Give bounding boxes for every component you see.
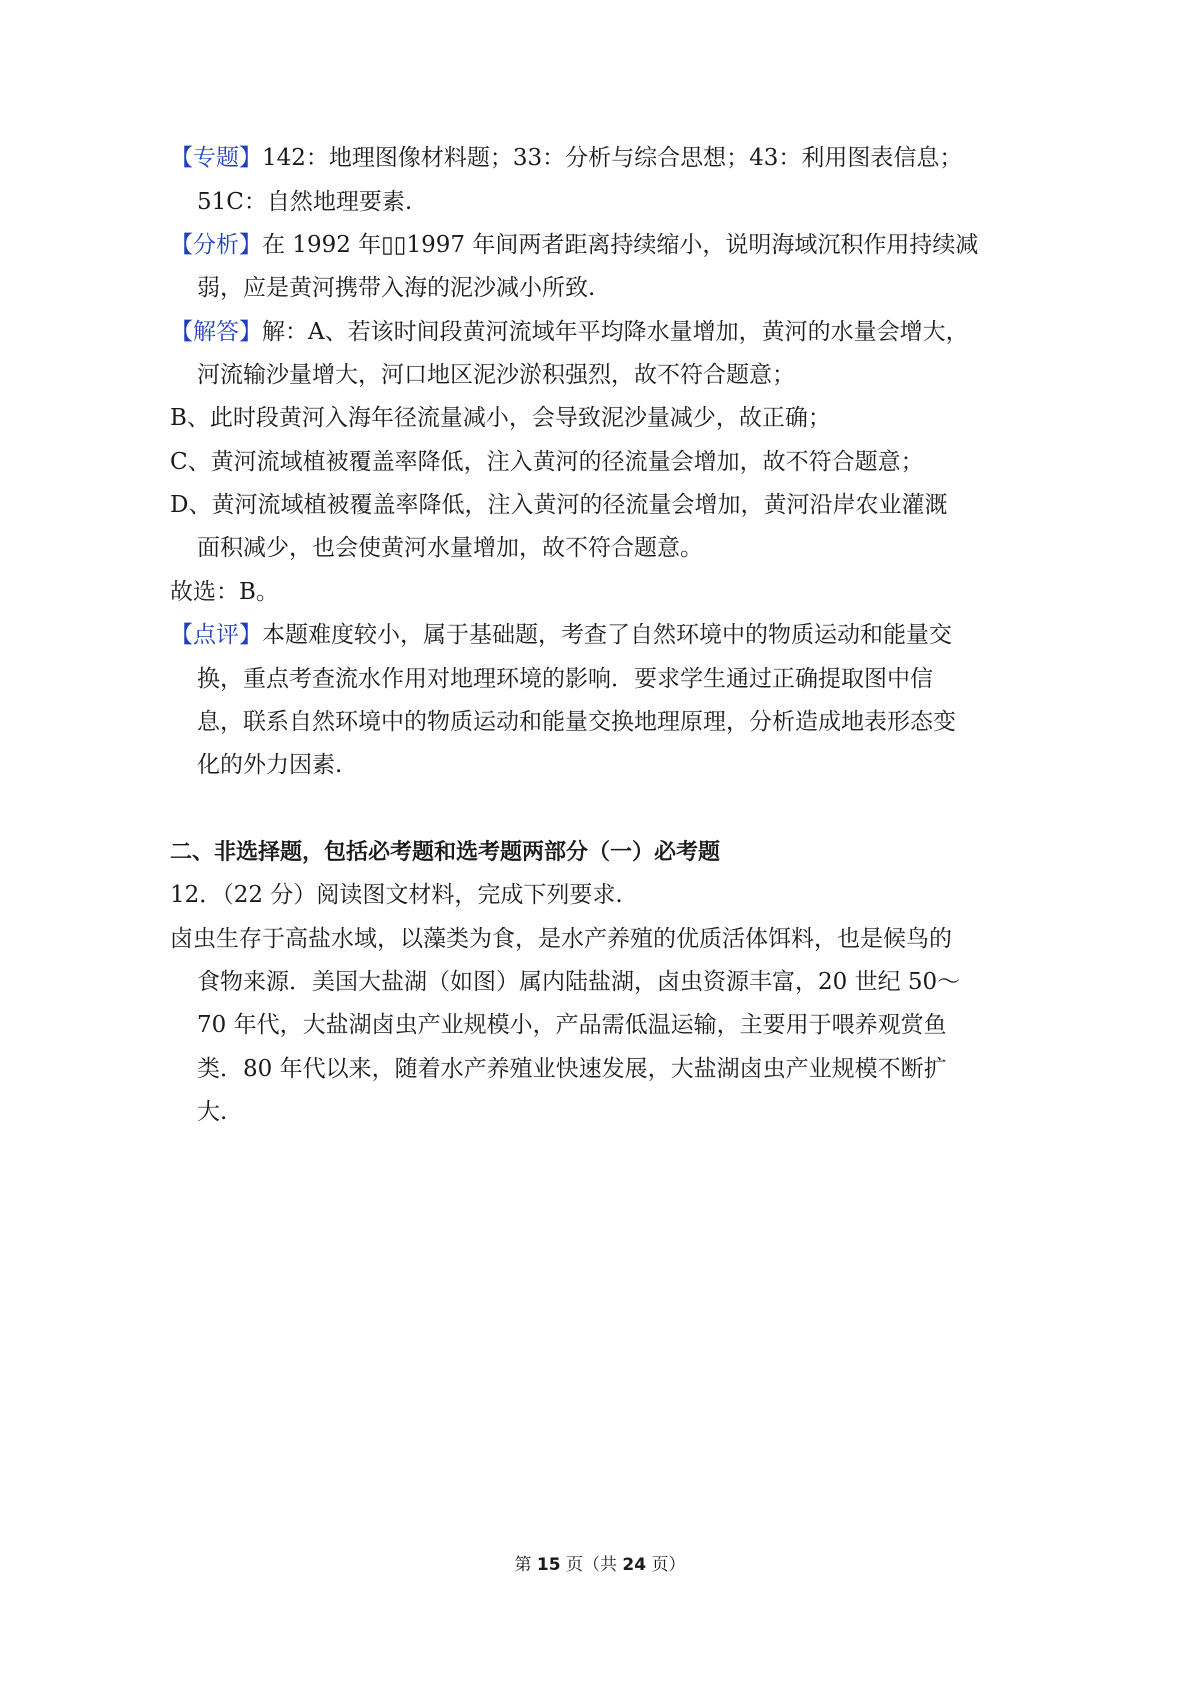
- footer-mid: 页（共: [566, 1555, 617, 1575]
- zhuanti-tag: 【专题】: [170, 145, 262, 171]
- fenxi-line-2: 弱，应是黄河携带入海的泥沙减小所致.: [197, 275, 596, 301]
- material-line-1: 卤虫生存于高盐水域，以藻类为食，是水产养殖的优质活体饵料，也是候鸟的: [170, 926, 952, 952]
- page-footer: [0, 1553, 1200, 1577]
- material-line-3: 70 年代，大盐湖卤虫产业规模小，产品需低温运输，主要用于喂养观赏鱼: [197, 1012, 947, 1038]
- fenxi-tag: 【分析】: [170, 232, 262, 258]
- dianping-line-1: [170, 620, 952, 650]
- zhuanti-line-2: 51C：自然地理要素.: [197, 189, 413, 215]
- dianping-text-1: 本题难度较小，属于基础题，考查了自然环境中的物质运动和能量交: [262, 622, 952, 648]
- dianping-line-4: 化的外力因素.: [197, 752, 343, 778]
- jieda-tag: 【解答】: [170, 319, 262, 345]
- fenxi-line-1: [170, 230, 978, 260]
- question-12: 12．（22 分）阅读图文材料，完成下列要求.: [170, 882, 623, 908]
- dianping-line-2: 换，重点考查流水作用对地理环境的影响．要求学生通过正确提取图中信: [197, 666, 933, 692]
- zhuanti-text-1: 142：地理图像材料题；33：分析与综合思想；43：利用图表信息；: [262, 145, 963, 171]
- material-line-5: 大.: [197, 1099, 228, 1125]
- dianping-line-3: 息，联系自然环境中的物质运动和能量交换地理原理，分析造成地表形态变: [197, 709, 956, 735]
- jieda-text-1: 解：A、若该时间段黄河流域年平均降水量增加，黄河的水量会增大，: [262, 319, 969, 345]
- footer-page-number: 15: [536, 1555, 561, 1575]
- jieda-line-1: [170, 317, 969, 347]
- jieda-option-b: B、此时段黄河入海年径流量减小，会导致泥沙量减少，故正确；: [170, 405, 831, 431]
- jieda-line-2: 河流输沙量增大，河口地区泥沙淤积强烈，故不符合题意；: [197, 362, 795, 388]
- jieda-option-d-1: D、黄河流域植被覆盖率降低，注入黄河的径流量会增加，黄河沿岸农业灌溉: [170, 492, 948, 518]
- section-heading: 二、非选择题，包括必考题和选考题两部分（一）必考题: [170, 840, 721, 865]
- footer-total-pages: 24: [622, 1555, 647, 1575]
- jieda-option-c: C、黄河流域植被覆盖率降低，注入黄河的径流量会增加，故不符合题意；: [170, 449, 924, 475]
- jieda-answer: 故选：B。: [170, 579, 279, 605]
- footer-prefix: 第: [514, 1555, 532, 1575]
- material-line-4: 类．80 年代以来，随着水产养殖业快速发展，大盐湖卤虫产业规模不断扩: [197, 1056, 947, 1082]
- footer-suffix: 页）: [651, 1555, 686, 1575]
- zhuanti-line-1: [170, 143, 962, 173]
- fenxi-text-1: 在 1992 年▯▯1997 年间两者距离持续缩小，说明海域沉积作用持续减: [262, 232, 979, 258]
- material-line-2: 食物来源．美国大盐湖（如图）属内陆盐湖，卤虫资源丰富，20 世纪 50～: [197, 969, 961, 995]
- jieda-option-d-2: 面积减少，也会使黄河水量增加，故不符合题意。: [197, 535, 703, 561]
- dianping-tag: 【点评】: [170, 622, 262, 648]
